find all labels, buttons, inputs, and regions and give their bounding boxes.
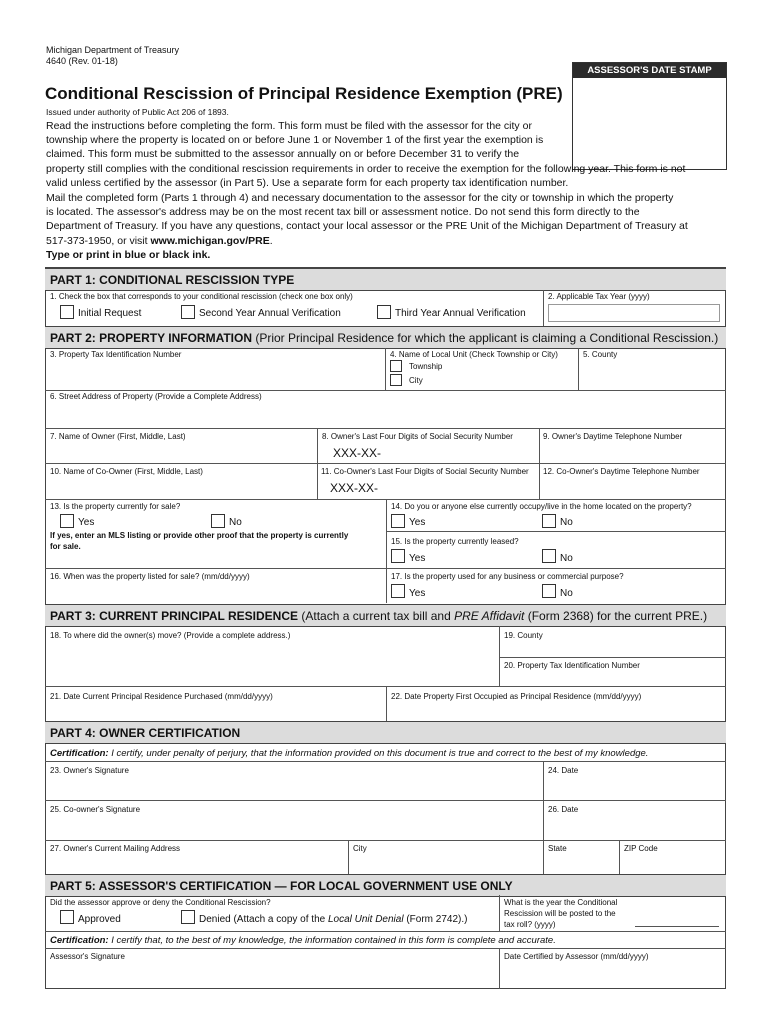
field15-label: 15. Is the property currently leased?: [391, 537, 519, 546]
divider: [45, 428, 726, 429]
ink-instruction: Type or print in blue or black ink.: [46, 248, 211, 261]
field25-label: 25. Co-owner's Signature: [50, 805, 141, 814]
instructions-line: Read the instructions before completing the form. This form must be filed with the assessor for the city or: [46, 120, 532, 132]
leased-yes-label: Yes: [409, 553, 426, 564]
instructions-line: property still complies with the conditional rescission requirements in order to receive the exemption for the following year. This form is not: [46, 162, 686, 175]
leased-yes-checkbox[interactable]: [391, 549, 405, 563]
divider: [499, 948, 500, 989]
divider: [578, 348, 579, 390]
field13-label: 13. Is the property currently for sale?: [50, 502, 181, 511]
part1-header: [45, 268, 726, 291]
for-sale-no-checkbox[interactable]: [211, 514, 225, 528]
leased-no-label: No: [560, 553, 573, 564]
instructions-line: [46, 234, 688, 248]
field16-label: 16. When was the property listed for sale? (mm/dd/yyyy): [50, 572, 250, 581]
third-year-label: Third Year Annual Verification: [395, 308, 526, 319]
part3-title: PART 3: CURRENT PRINCIPAL RESIDENCE: [50, 609, 299, 623]
leased-no-checkbox[interactable]: [542, 549, 556, 563]
owner-ssn-prefix: XXX-XX-: [333, 446, 382, 460]
divider: [499, 626, 500, 686]
second-year-checkbox[interactable]: [181, 305, 195, 319]
approved-checkbox[interactable]: [60, 910, 74, 924]
business-no-label: No: [560, 588, 573, 599]
part3-title-note: PRE Affidavit: [454, 609, 525, 623]
authority-line: Issued under authority of Public Act 206 of 1893.: [46, 107, 229, 117]
field19-label: 19. County: [504, 631, 543, 640]
for-sale-no-label: No: [229, 517, 242, 528]
assessor-signature-label: Assessor's Signature: [50, 952, 125, 961]
certification-label: Certification:: [50, 748, 109, 759]
field18-label: 18. To where did the owner(s) move? (Provide a complete address.): [50, 631, 291, 640]
field9-label: 9. Owner's Daytime Telephone Number: [543, 432, 683, 441]
denied-text: (Form 2742).): [403, 914, 468, 925]
assessor-certification-text: [50, 935, 556, 946]
field2-label: 2. Applicable Tax Year (yyyy): [548, 292, 650, 301]
field8-label: 8. Owner's Last Four Digits of Social Security Number: [322, 432, 513, 441]
certification-label: Certification:: [50, 935, 109, 946]
denied-label: [199, 914, 467, 925]
field10-label: 10. Name of Co-Owner (First, Middle, Last): [50, 467, 203, 476]
field12-label: 12. Co-Owner's Daytime Telephone Number: [543, 467, 700, 476]
third-year-checkbox[interactable]: [377, 305, 391, 319]
divider: [45, 800, 726, 801]
assessor-date-stamp-label: ASSESSOR'S DATE STAMP: [573, 63, 726, 78]
initial-request-checkbox[interactable]: [60, 305, 74, 319]
field7-label: 7. Name of Owner (First, Middle, Last): [50, 432, 186, 441]
divider: [317, 428, 318, 500]
instructions-paragraph-2: [46, 191, 688, 262]
tax-year-input[interactable]: [548, 304, 720, 322]
business-no-checkbox[interactable]: [542, 584, 556, 598]
part2-header: [45, 326, 726, 349]
field22-label: 22. Date Property First Occupied as Principal Residence (mm/dd/yyyy): [391, 692, 642, 701]
business-yes-label: Yes: [409, 588, 426, 599]
posting-year-question: What is the year the Conditional: [504, 898, 618, 907]
zip-field-label: ZIP Code: [624, 844, 658, 853]
certification-statement: I certify, under penalty of perjury, that the information provided on this document is true and correct to the best of my knowledge.: [108, 748, 649, 759]
field20-label: 20. Property Tax Identification Number: [504, 661, 640, 670]
part3-title-note: (Attach a current tax bill and: [298, 609, 455, 623]
field5-label: 5. County: [583, 350, 618, 359]
occupied-no-checkbox[interactable]: [542, 514, 556, 528]
field17-label: 17. Is the property used for any business or commercial purpose?: [391, 572, 624, 581]
divider: [386, 686, 387, 721]
divider: [45, 948, 726, 949]
instructions-paragraph-1: [46, 119, 685, 190]
mls-note: for sale.: [50, 542, 81, 551]
instructions-text: 517-373-1950, or visit: [46, 234, 151, 247]
posting-year-input[interactable]: [635, 926, 719, 927]
field4-label: 4. Name of Local Unit (Check Township or City): [390, 350, 558, 359]
township-checkbox[interactable]: [390, 360, 402, 372]
field14-label: 14. Do you or anyone else currently occupy/live in the home located on the property?: [391, 502, 692, 511]
city-label: City: [409, 376, 423, 385]
field3-label: 3. Property Tax Identification Number: [50, 350, 182, 359]
field11-label: 11. Co-Owner's Last Four Digits of Social Security Number: [321, 467, 529, 476]
divider: [386, 499, 387, 603]
divider: [499, 657, 726, 658]
second-year-label: Second Year Annual Verification: [199, 308, 341, 319]
instructions-text: .: [269, 234, 273, 247]
date-certified-label: Date Certified by Assessor (mm/dd/yyyy): [504, 952, 649, 961]
occupied-yes-label: Yes: [409, 517, 426, 528]
for-sale-yes-label: Yes: [78, 517, 95, 528]
field27-label: 27. Owner's Current Mailing Address: [50, 844, 181, 853]
pre-website-link[interactable]: www.michigan.gov/PRE: [150, 234, 270, 247]
mls-note: If yes, enter an MLS listing or provide other proof that the property is currently: [50, 531, 349, 540]
field26-label: 26. Date: [548, 805, 579, 814]
denied-text: Local Unit Denial: [327, 914, 404, 925]
owner-certification-text: [50, 748, 648, 759]
part3-title-note: (Form 2368) for the current PRE.): [524, 609, 708, 623]
divider: [45, 761, 726, 762]
field1-label: 1. Check the box that corresponds to your conditional rescission (check one box only): [50, 292, 353, 301]
divider: [45, 840, 726, 841]
posting-year-question: tax roll? (yyyy): [504, 920, 556, 929]
divider: [539, 428, 540, 500]
divider: [45, 568, 726, 569]
divider: [543, 290, 544, 326]
part2-title: PART 2: PROPERTY INFORMATION: [50, 331, 253, 345]
part1-title: PART 1: CONDITIONAL RESCISSION TYPE: [50, 273, 295, 287]
for-sale-yes-checkbox[interactable]: [60, 514, 74, 528]
initial-request-label: Initial Request: [78, 308, 142, 319]
denied-text: Denied (Attach a copy of the: [199, 914, 328, 925]
divider: [385, 348, 386, 390]
occupied-yes-checkbox[interactable]: [391, 514, 405, 528]
instructions-line: Department of Treasury. If you have any questions, contact your local assessor or the PRE Unit of the Michigan Department of Treasury at: [46, 220, 688, 233]
approved-label: Approved: [78, 914, 121, 925]
part4-title: PART 4: OWNER CERTIFICATION: [50, 726, 241, 740]
field6-label: 6. Street Address of Property (Provide a Complete Address): [50, 392, 262, 401]
divider: [499, 895, 500, 931]
instructions-line: claimed. This form must be submitted to the assessor annually on or before December 31 to verify the: [46, 148, 520, 161]
coowner-ssn-prefix: XXX-XX-: [330, 481, 379, 495]
city-field-label: City: [353, 844, 367, 853]
certification-statement: I certify that, to the best of my knowledge, the information contained in this form is complete and accurate.: [108, 935, 556, 946]
instructions-line: Mail the completed form (Parts 1 through 4) and necessary documentation to the assessor for the city or township in which the property: [46, 192, 674, 204]
occupied-no-label: No: [560, 517, 573, 528]
field24-label: 24. Date: [548, 766, 579, 775]
township-label: Township: [409, 362, 443, 371]
denied-checkbox[interactable]: [181, 910, 195, 924]
business-yes-checkbox[interactable]: [391, 584, 405, 598]
divider: [45, 390, 726, 391]
instructions-line: is located. The assessor's address may be on the most recent tax bill or assessment notice. Do not send this form directly to the: [46, 206, 640, 219]
divider: [386, 531, 726, 532]
instructions-line: valid unless certified by the assessor (in Part 5). Use a separate form for each property tax identification number.: [46, 176, 569, 189]
posting-year-question: Rescission will be posted to the: [504, 909, 616, 918]
part2-title-note: (Prior Principal Residence for which the applicant is claiming a Conditional Rescission.): [252, 331, 719, 345]
divider: [45, 931, 726, 932]
divider: [543, 761, 544, 880]
divider: [45, 463, 726, 464]
part4-header: [45, 721, 726, 744]
approve-deny-question: Did the assessor approve or deny the Conditional Rescission?: [50, 898, 271, 907]
part5-header: [45, 874, 726, 897]
part5-title: PART 5: ASSESSOR'S CERTIFICATION — FOR LOCAL GOVERNMENT USE ONLY: [50, 879, 513, 893]
form-title: Conditional Rescission of Principal Residence Exemption (PRE): [45, 84, 563, 103]
form-number: 4640 (Rev. 01-18): [46, 56, 118, 66]
agency-name: Michigan Department of Treasury: [46, 45, 180, 55]
city-checkbox[interactable]: [390, 374, 402, 386]
instructions-line: township where the property is located on or before June 1 or November 1 of the first year the exemption is: [46, 134, 544, 147]
part3-header: [45, 604, 726, 627]
field21-label: 21. Date Current Principal Residence Purchased (mm/dd/yyyy): [50, 692, 273, 701]
field23-label: 23. Owner's Signature: [50, 766, 129, 775]
state-field-label: State: [548, 844, 567, 853]
